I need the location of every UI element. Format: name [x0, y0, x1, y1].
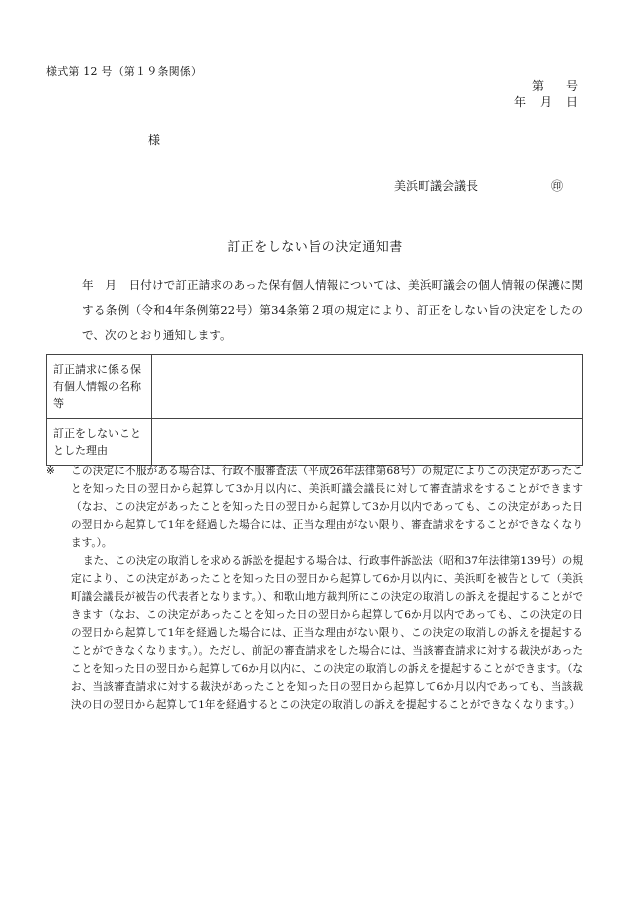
document-number-row: [514, 78, 578, 94]
table-row: [47, 419, 583, 466]
note-text-appeal: この決定に不服がある場合は、行政不服審査法（平成26年法律第68号）の規定によりこの決定があったことを知った日の翌日から起算して3か月以内に、美浜町議会議長に対して審査請求をすることができます（なお、この決定があったことを知った日の翌日から起算して3か月以内であっても、この決定があった日の翌日から起算して1年を経過した場合には、正当な理由がない限り、審査請求をすることができなくなります。）。: [71, 465, 583, 549]
document-number-block: [514, 78, 578, 110]
info-table: [46, 354, 583, 466]
document-date-row: [514, 94, 578, 110]
seal-mark: ㊞: [551, 179, 564, 193]
document-number-dai: 第: [531, 79, 544, 93]
document-number-go: 号: [565, 79, 578, 93]
table-label-info-name: 訂正請求に係る保有個人情報の名称等: [47, 355, 152, 419]
body-text: 年 月 日付けで訂正請求のあった保有個人情報については、美浜町議会の個人情報の保護に関する条例（令和4年条例第22号）第34条第２項の規定により、訂正をしない旨の決定をしたので、次のとおり通知します。: [82, 278, 583, 342]
addressee-suffix: 様: [148, 133, 161, 147]
date-month-label: 月: [539, 95, 552, 109]
note-paragraph-lawsuit: また、この決定の取消しを求める訴訟を提起する場合は、行政事件訴訟法（昭和37年法律第139号）の規定により、この決定があったことを知った日の翌日から起算して6か月以内に、美浜町を被告として（美浜町議会議長が被告の代表者となります。）、和歌山地方裁判所にこの決定の取消しの訴えを提起することができます（なお、この決定があったことを知った日の翌日から起算して6か月以内であっても、この決定の日の翌日から起算して1年を経過した場合には、正当な理由がない限り、この決定の取消しの訴えを提起することができなくなります。）。ただし、前記の審査請求をした場合には、当該審査請求に対する裁決があったことを知った日の翌日から起算して6か月以内に、この決定の取消しの訴えを提起することができます。（なお、当該審査請求に対する裁決があったことを知った日の翌日から起算して6か月以内であっても、当該裁決の日の翌日から起算して1年を経過するとこの決定の取消しの訴えを提起することができなくなります。）: [71, 555, 583, 711]
sender-name: 美浜町議会議長: [394, 179, 479, 193]
table-value-info-name: [152, 355, 583, 419]
document-title: 訂正をしない旨の決定通知書: [227, 240, 403, 255]
note-mark: ※: [46, 465, 55, 477]
table-row: [47, 355, 583, 419]
form-number: 様式第 12 号（第１９条関係）: [46, 65, 203, 78]
date-day-label: 日: [565, 95, 578, 109]
notes-section: [46, 462, 583, 714]
date-year-label: 年: [513, 95, 526, 109]
note-paragraph-appeal: [46, 462, 583, 552]
table-value-reason: [152, 419, 583, 466]
table-label-reason: 訂正をしないこととした理由: [47, 419, 152, 466]
body-paragraph: [46, 273, 583, 348]
